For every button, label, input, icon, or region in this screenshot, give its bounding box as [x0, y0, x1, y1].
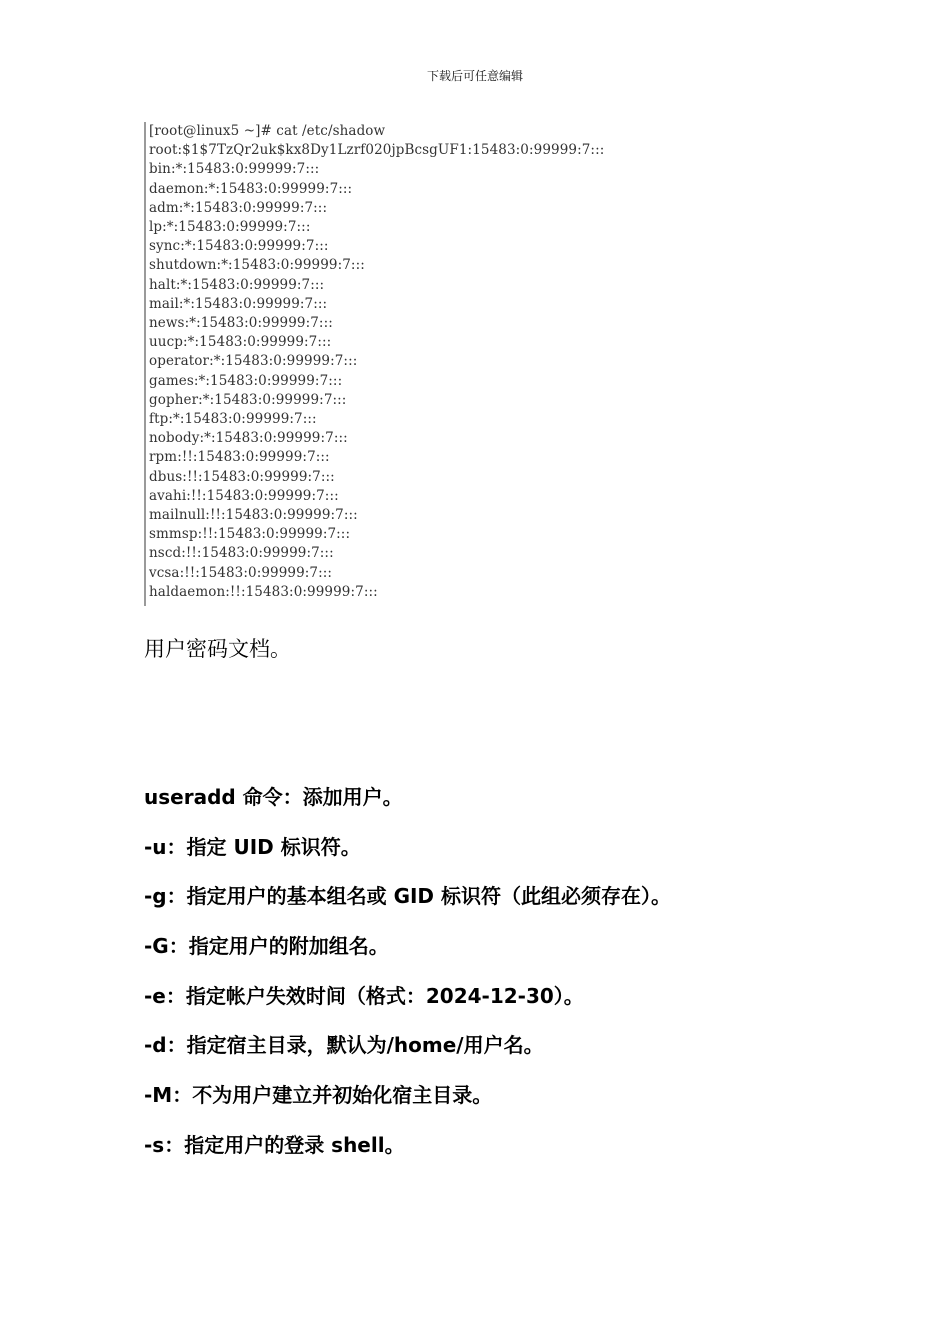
terminal-line: nscd:!!:15483:0:99999:7:::: [149, 545, 334, 562]
terminal-line: nobody:*:15483:0:99999:7:::: [149, 430, 348, 447]
terminal-line: news:*:15483:0:99999:7:::: [149, 315, 333, 332]
terminal-line: games:*:15483:0:99999:7:::: [149, 372, 343, 389]
terminal-line: vcsa:!!:15483:0:99999:7:::: [149, 564, 333, 581]
figure-caption: 用户密码文档。: [144, 637, 291, 661]
option-s: -s：指定用户的登录 shell。: [144, 1132, 405, 1157]
terminal-line: [root@linux5 ~]# cat /etc/shadow: [149, 123, 386, 139]
option-e: -e：指定帐户失效时间（格式：2024-12-30）。: [144, 983, 584, 1008]
terminal-line: adm:*:15483:0:99999:7:::: [149, 199, 328, 216]
terminal-line: rpm:!!:15483:0:99999:7:::: [149, 449, 330, 466]
page-header: 下载后可任意编辑: [426, 69, 523, 83]
terminal-line: daemon:*:15483:0:99999:7:::: [149, 180, 353, 197]
terminal-line: lp:*:15483:0:99999:7:::: [149, 219, 311, 236]
terminal-line: root:$1$7TzQr2uk$kx8Dy1Lzrf020jpBcsgUF1:15483:0:99999:7:::: [149, 142, 605, 159]
terminal-screenshot: [144, 122, 664, 606]
useradd-options-list: [144, 782, 904, 1180]
terminal-line: mail:*:15483:0:99999:7:::: [149, 295, 328, 312]
terminal-line: uucp:*:15483:0:99999:7:::: [149, 334, 332, 351]
terminal-line: avahi:!!:15483:0:99999:7:::: [149, 487, 339, 504]
option-G: -G：指定用户的附加组名。: [144, 934, 389, 959]
option-M: -M：不为用户建立并初始化宿主目录。: [144, 1083, 493, 1108]
terminal-line: ftp:*:15483:0:99999:7:::: [149, 411, 317, 428]
option-d: -d：指定宿主目录，默认为/home/用户名。: [144, 1033, 544, 1058]
useradd-heading: useradd 命令：添加用户。: [144, 785, 403, 809]
terminal-line: sync:*:15483:0:99999:7:::: [149, 238, 329, 255]
terminal-line: gopher:*:15483:0:99999:7:::: [149, 391, 347, 408]
terminal-line: shutdown:*:15483:0:99999:7:::: [149, 257, 365, 274]
option-g: -g：指定用户的基本组名或 GID 标识符（此组必须存在）。: [144, 884, 672, 909]
terminal-line: smmsp:!!:15483:0:99999:7:::: [149, 526, 351, 543]
option-u: -u：指定 UID 标识符。: [144, 834, 361, 859]
terminal-line: haldaemon:!!:15483:0:99999:7:::: [149, 583, 378, 600]
terminal-line: halt:*:15483:0:99999:7:::: [149, 276, 325, 293]
terminal-line: bin:*:15483:0:99999:7:::: [149, 161, 320, 178]
terminal-line: dbus:!!:15483:0:99999:7:::: [149, 468, 335, 485]
terminal-line: operator:*:15483:0:99999:7:::: [149, 353, 358, 370]
terminal-line: mailnull:!!:15483:0:99999:7:::: [149, 507, 358, 524]
